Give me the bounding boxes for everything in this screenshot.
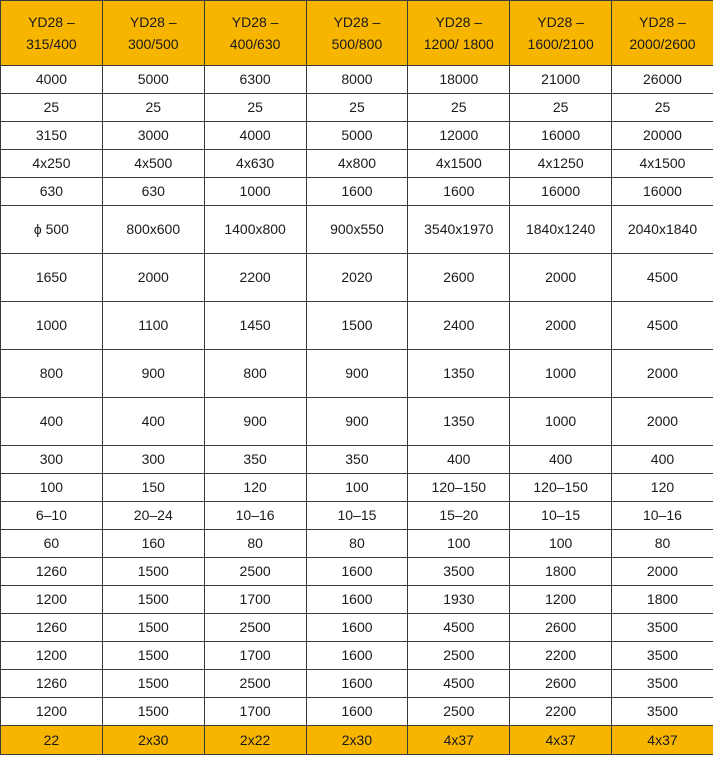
table-cell: 6300 <box>204 66 306 94</box>
table-cell: 3150 <box>1 122 103 150</box>
table-cell: 100 <box>306 474 408 502</box>
table-cell: 1260 <box>1 558 103 586</box>
table-cell: 1500 <box>102 586 204 614</box>
table-cell: 25 <box>612 94 713 122</box>
table-cell: 4500 <box>408 614 510 642</box>
table-row <box>1 122 713 150</box>
table-cell: 8000 <box>306 66 408 94</box>
table-header <box>1 1 713 66</box>
table-cell: 4x1500 <box>408 150 510 178</box>
table-cell: 20–24 <box>102 502 204 530</box>
table-cell: 2000 <box>612 398 713 446</box>
table-cell: 1450 <box>204 302 306 350</box>
table-cell: 26000 <box>612 66 713 94</box>
table-cell: 2500 <box>204 558 306 586</box>
table-cell: 10–15 <box>306 502 408 530</box>
table-cell: 1200 <box>1 698 103 726</box>
table-cell: 1840x1240 <box>510 206 612 254</box>
table-cell: 1200 <box>1 642 103 670</box>
table-cell: 1400x800 <box>204 206 306 254</box>
table-cell: 4x1500 <box>612 150 713 178</box>
table-cell: 3500 <box>612 698 713 726</box>
footer-cell: 2x30 <box>306 726 408 755</box>
table-cell: 1600 <box>306 558 408 586</box>
model-header: YD28 – 315/400 <box>1 1 103 66</box>
footer-cell: 4x37 <box>408 726 510 755</box>
model-header: YD28 – 300/500 <box>102 1 204 66</box>
table-cell: 21000 <box>510 66 612 94</box>
table-cell: 2600 <box>510 670 612 698</box>
table-cell: 400 <box>408 446 510 474</box>
table-cell: 4x630 <box>204 150 306 178</box>
table-cell: 16000 <box>612 178 713 206</box>
table-cell: 4500 <box>612 302 713 350</box>
table-cell: 2000 <box>510 254 612 302</box>
header-row <box>1 1 713 66</box>
table-row <box>1 670 713 698</box>
table-cell: 2600 <box>510 614 612 642</box>
table-cell: 400 <box>1 398 103 446</box>
table-row <box>1 586 713 614</box>
table-row <box>1 150 713 178</box>
table-cell: 2020 <box>306 254 408 302</box>
table-cell: 3000 <box>102 122 204 150</box>
table-cell: 25 <box>102 94 204 122</box>
table-cell: 25 <box>306 94 408 122</box>
table-cell: 900 <box>306 350 408 398</box>
table-cell: 25 <box>408 94 510 122</box>
table-cell: 350 <box>306 446 408 474</box>
table-cell: 1200 <box>1 586 103 614</box>
table-cell: 20000 <box>612 122 713 150</box>
table-cell: 1000 <box>204 178 306 206</box>
table-cell: 2000 <box>612 558 713 586</box>
table-row <box>1 614 713 642</box>
table-cell: 1100 <box>102 302 204 350</box>
table-cell: 3500 <box>612 642 713 670</box>
table-cell: 1600 <box>306 642 408 670</box>
table-cell: 1000 <box>510 350 612 398</box>
table-cell: 10–15 <box>510 502 612 530</box>
table-row <box>1 642 713 670</box>
footer-cell: 2x30 <box>102 726 204 755</box>
table-cell: 1700 <box>204 586 306 614</box>
table-cell: 120 <box>204 474 306 502</box>
table-cell: 1500 <box>102 642 204 670</box>
table-cell: 1000 <box>510 398 612 446</box>
table-cell: 1260 <box>1 670 103 698</box>
table-cell: 80 <box>612 530 713 558</box>
table-cell: 1600 <box>306 670 408 698</box>
table-cell: 10–16 <box>612 502 713 530</box>
table-row <box>1 530 713 558</box>
table-cell: ϕ 500 <box>1 206 103 254</box>
table-cell: 2500 <box>204 614 306 642</box>
table-cell: 10–16 <box>204 502 306 530</box>
table-cell: 80 <box>306 530 408 558</box>
table-cell: 15–20 <box>408 502 510 530</box>
table-cell: 25 <box>510 94 612 122</box>
table-cell: 4000 <box>1 66 103 94</box>
table-row <box>1 94 713 122</box>
table-row <box>1 474 713 502</box>
table-cell: 900 <box>102 350 204 398</box>
table-cell: 1930 <box>408 586 510 614</box>
table-cell: 1600 <box>306 586 408 614</box>
table-cell: 16000 <box>510 178 612 206</box>
table-cell: 1260 <box>1 614 103 642</box>
table-cell: 80 <box>204 530 306 558</box>
footer-row <box>1 726 713 755</box>
table-cell: 6–10 <box>1 502 103 530</box>
table-cell: 12000 <box>408 122 510 150</box>
table-cell: 800 <box>1 350 103 398</box>
table-cell: 800 <box>204 350 306 398</box>
table-row <box>1 558 713 586</box>
footer-cell: 4x37 <box>612 726 713 755</box>
table-cell: 2040x1840 <box>612 206 713 254</box>
table-cell: 1500 <box>306 302 408 350</box>
table-cell: 630 <box>102 178 204 206</box>
table-cell: 2200 <box>204 254 306 302</box>
table-row <box>1 66 713 94</box>
table-cell: 2500 <box>408 642 510 670</box>
table-cell: 4x1250 <box>510 150 612 178</box>
table-cell: 5000 <box>102 66 204 94</box>
table-cell: 1800 <box>612 586 713 614</box>
table-cell: 120–150 <box>408 474 510 502</box>
table-cell: 4x250 <box>1 150 103 178</box>
table-cell: 160 <box>102 530 204 558</box>
table-row <box>1 502 713 530</box>
table-body <box>1 66 713 726</box>
table-cell: 150 <box>102 474 204 502</box>
table-cell: 4x500 <box>102 150 204 178</box>
table-cell: 1500 <box>102 698 204 726</box>
table-cell: 4500 <box>612 254 713 302</box>
table-cell: 300 <box>1 446 103 474</box>
table-cell: 400 <box>102 398 204 446</box>
table-cell: 1000 <box>1 302 103 350</box>
table-cell: 16000 <box>510 122 612 150</box>
table-cell: 1350 <box>408 350 510 398</box>
table-cell: 4000 <box>204 122 306 150</box>
table-cell: 100 <box>408 530 510 558</box>
table-cell: 900x550 <box>306 206 408 254</box>
table-cell: 120–150 <box>510 474 612 502</box>
table-cell: 1600 <box>306 698 408 726</box>
table-cell: 2200 <box>510 698 612 726</box>
model-header: YD28 – 2000/2600 <box>612 1 713 66</box>
table-cell: 350 <box>204 446 306 474</box>
table-cell: 5000 <box>306 122 408 150</box>
model-header: YD28 – 400/630 <box>204 1 306 66</box>
footer-cell: 2x22 <box>204 726 306 755</box>
table-cell: 1800 <box>510 558 612 586</box>
table-cell: 4x800 <box>306 150 408 178</box>
table-row <box>1 178 713 206</box>
table-row <box>1 206 713 254</box>
footer-cell: 4x37 <box>510 726 612 755</box>
table-cell: 1500 <box>102 558 204 586</box>
table-cell: 1350 <box>408 398 510 446</box>
table-row <box>1 350 713 398</box>
table-row <box>1 302 713 350</box>
table-cell: 2200 <box>510 642 612 670</box>
table-cell: 2400 <box>408 302 510 350</box>
table-cell: 2500 <box>204 670 306 698</box>
model-header: YD28 – 1600/2100 <box>510 1 612 66</box>
table-cell: 1600 <box>306 178 408 206</box>
table-cell: 400 <box>612 446 713 474</box>
footer-cell: 22 <box>1 726 103 755</box>
model-header: YD28 – 500/800 <box>306 1 408 66</box>
table-cell: 630 <box>1 178 103 206</box>
table-cell: 3500 <box>612 670 713 698</box>
table-footer <box>1 726 713 755</box>
table-row <box>1 446 713 474</box>
table-cell: 2500 <box>408 698 510 726</box>
table-cell: 2000 <box>612 350 713 398</box>
table-cell: 3540x1970 <box>408 206 510 254</box>
table-cell: 300 <box>102 446 204 474</box>
table-cell: 18000 <box>408 66 510 94</box>
table-cell: 3500 <box>612 614 713 642</box>
table-cell: 1600 <box>306 614 408 642</box>
table-cell: 2000 <box>102 254 204 302</box>
table-cell: 1600 <box>408 178 510 206</box>
table-cell: 1700 <box>204 642 306 670</box>
table-cell: 100 <box>510 530 612 558</box>
table-cell: 25 <box>204 94 306 122</box>
table-cell: 400 <box>510 446 612 474</box>
table-cell: 1200 <box>510 586 612 614</box>
table-cell: 25 <box>1 94 103 122</box>
table-cell: 2000 <box>510 302 612 350</box>
table-cell: 120 <box>612 474 713 502</box>
table-cell: 60 <box>1 530 103 558</box>
table-row <box>1 698 713 726</box>
table-cell: 2600 <box>408 254 510 302</box>
table-cell: 800x600 <box>102 206 204 254</box>
table-cell: 900 <box>204 398 306 446</box>
table-cell: 1500 <box>102 614 204 642</box>
table-cell: 900 <box>306 398 408 446</box>
table-cell: 1650 <box>1 254 103 302</box>
model-header: YD28 – 1200/ 1800 <box>408 1 510 66</box>
table-cell: 4500 <box>408 670 510 698</box>
table-cell: 3500 <box>408 558 510 586</box>
table-row <box>1 254 713 302</box>
table-cell: 1500 <box>102 670 204 698</box>
table-row <box>1 398 713 446</box>
table-cell: 100 <box>1 474 103 502</box>
table-cell: 1700 <box>204 698 306 726</box>
